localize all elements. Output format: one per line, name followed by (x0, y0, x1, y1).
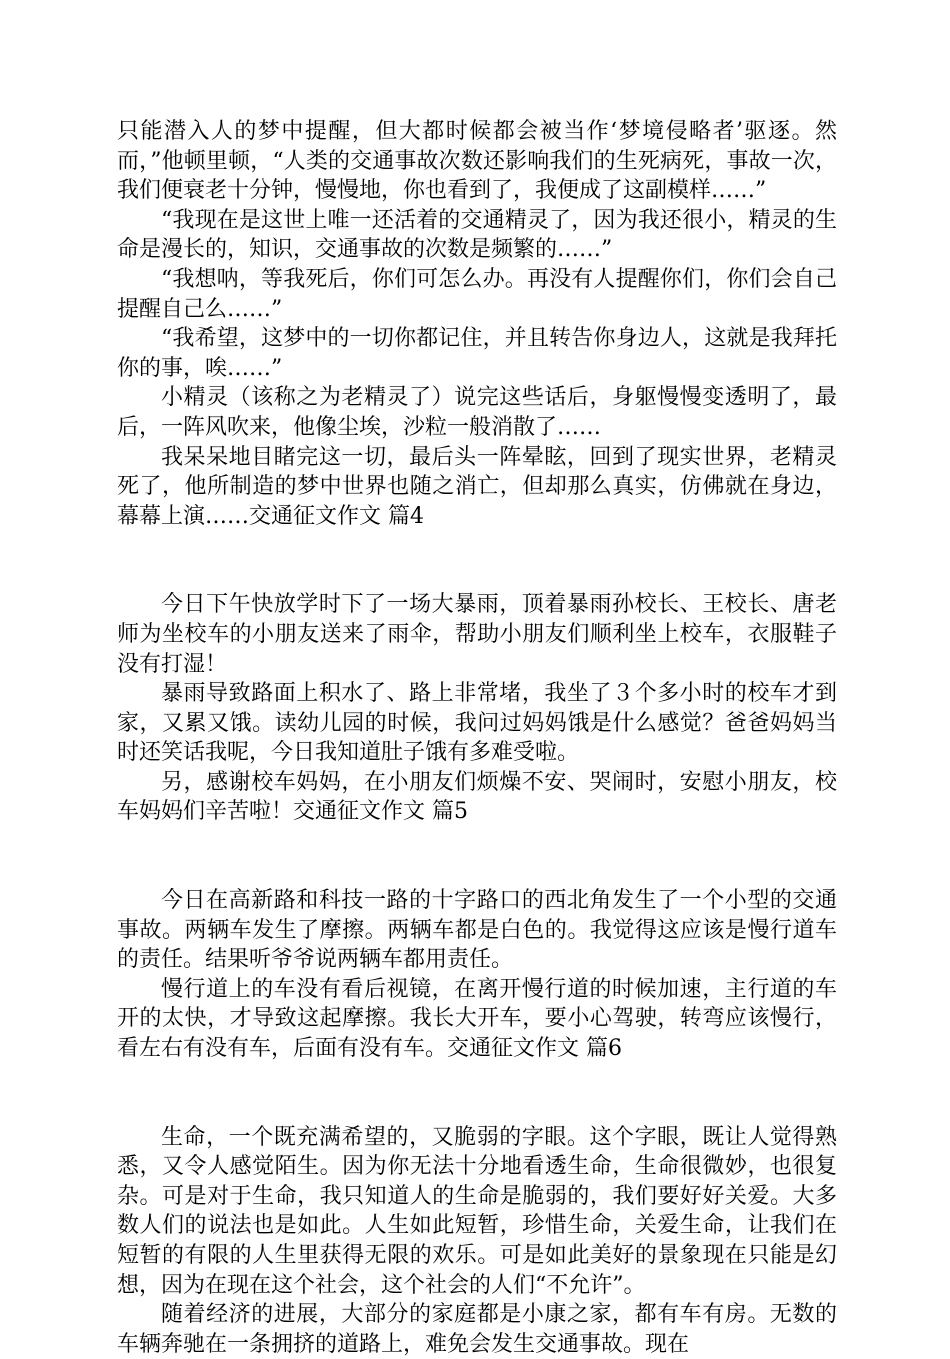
paragraph-5: 小精灵（该称之为老精灵了）说完这些话后，身躯慢慢变透明了，最后，一阵风吹来，他像尘埃，沙粒一般消散了…… (117, 385, 837, 440)
paragraph-4: “我希望，这梦中的一切你都记住，并且转告你身边人，这就是我拜托你的事，唉……” (117, 326, 837, 381)
section-gap (117, 531, 837, 590)
paragraph-9-section-5-heading: 另，感谢校车妈妈，在小朋友们烦燥不安、哭闹时，安慰小朋友，校车妈妈们辛苦啦！交通征文作文 篇5 (117, 769, 837, 825)
section-gap (117, 827, 837, 886)
paragraph-13: 随着经济的进展，大部分的家庭都是小康之家，都有车有房。无数的车辆奔驰在一条拥挤的道路上，难免会发生交通事故。现在 (117, 1302, 837, 1357)
paragraph-10: 今日在高新路和科技一路的十字路口的西北角发生了一个小型的交通事故。两辆车发生了摩擦。两辆车都是白色的。我觉得这应该是慢行道车的责任。结果听爷爷说两辆车都用责任。 (117, 888, 837, 973)
paragraph-12: 生命，一个既充满希望的，又脆弱的字眼。这个字眼，既让人觉得熟悉，又令人感觉陌生。因为你无法十分地看透生命，生命很微妙，也很复杂。可是对于生命，我只知道人的生命是脆弱的，我们要好好关爱。大多数人们的说法也是如此。人生如此短暂，珍惜生命，关爱生命，让我们在短暂的有限的人生里获得无限的欢乐。可是如此美好的景象现在只能是幻想，因为在现在这个社会，这个社会的人们“不允许”。 (117, 1124, 837, 1298)
paragraph-2: “我现在是这世上唯一还活着的交通精灵了，因为我还很小，精灵的生命是漫长的，知识，交通事故的次数是频繁的……” (117, 207, 837, 263)
paragraph-8: 暴雨导致路面上积水了、路上非常堵，我坐了３个多小时的校车才到家，又累又饿。读幼儿园的时候，我问过妈妈饿是什么感觉？爸爸妈妈当时还笑话我呢，今日我知道肚子饿有多难受啦。 (117, 681, 837, 766)
section-gap (117, 1064, 837, 1123)
document-page (117, 117, 837, 1359)
paragraph-1: 只能潜入人的梦中提醒，但大都时候都会被当作‘梦境侵略者’驱逐。然而，”他顿里顿，“人类的交通事故次数还影响我们的生死病死，事故一次，我们便衰老十分钟，慢慢地，你也看到了，我便成了这副模样……” (117, 119, 837, 204)
paragraph-11-section-6-heading: 慢行道上的车没有看后视镜，在离开慢行道的时候加速，主行道的车开的太快，才导致这起摩擦。我长大开车，要小心驾驶，转弯应该慢行，看左右有没有车，后面有没有车。交通征文作文 篇6 (117, 976, 837, 1062)
paragraph-3: “我想呐，等我死后，你们可怎么办。再没有人提醒你们，你们会自己提醒自己么……” (117, 266, 837, 322)
paragraph-7: 今日下午快放学时下了一场大暴雨，顶着暴雨孙校长、王校长、唐老师为坐校车的小朋友送来了雨伞，帮助小朋友们顺利坐上校车，衣服鞋子没有打湿！ (117, 592, 837, 677)
paragraph-6-section-4-heading: 我呆呆地目睹完这一切，最后头一阵晕眩，回到了现实世界，老精灵死了，他所制造的梦中世界也随之消亡，但却那么真实，仿佛就在身边，幕幕上演……交通征文作文 篇4 (117, 444, 837, 529)
